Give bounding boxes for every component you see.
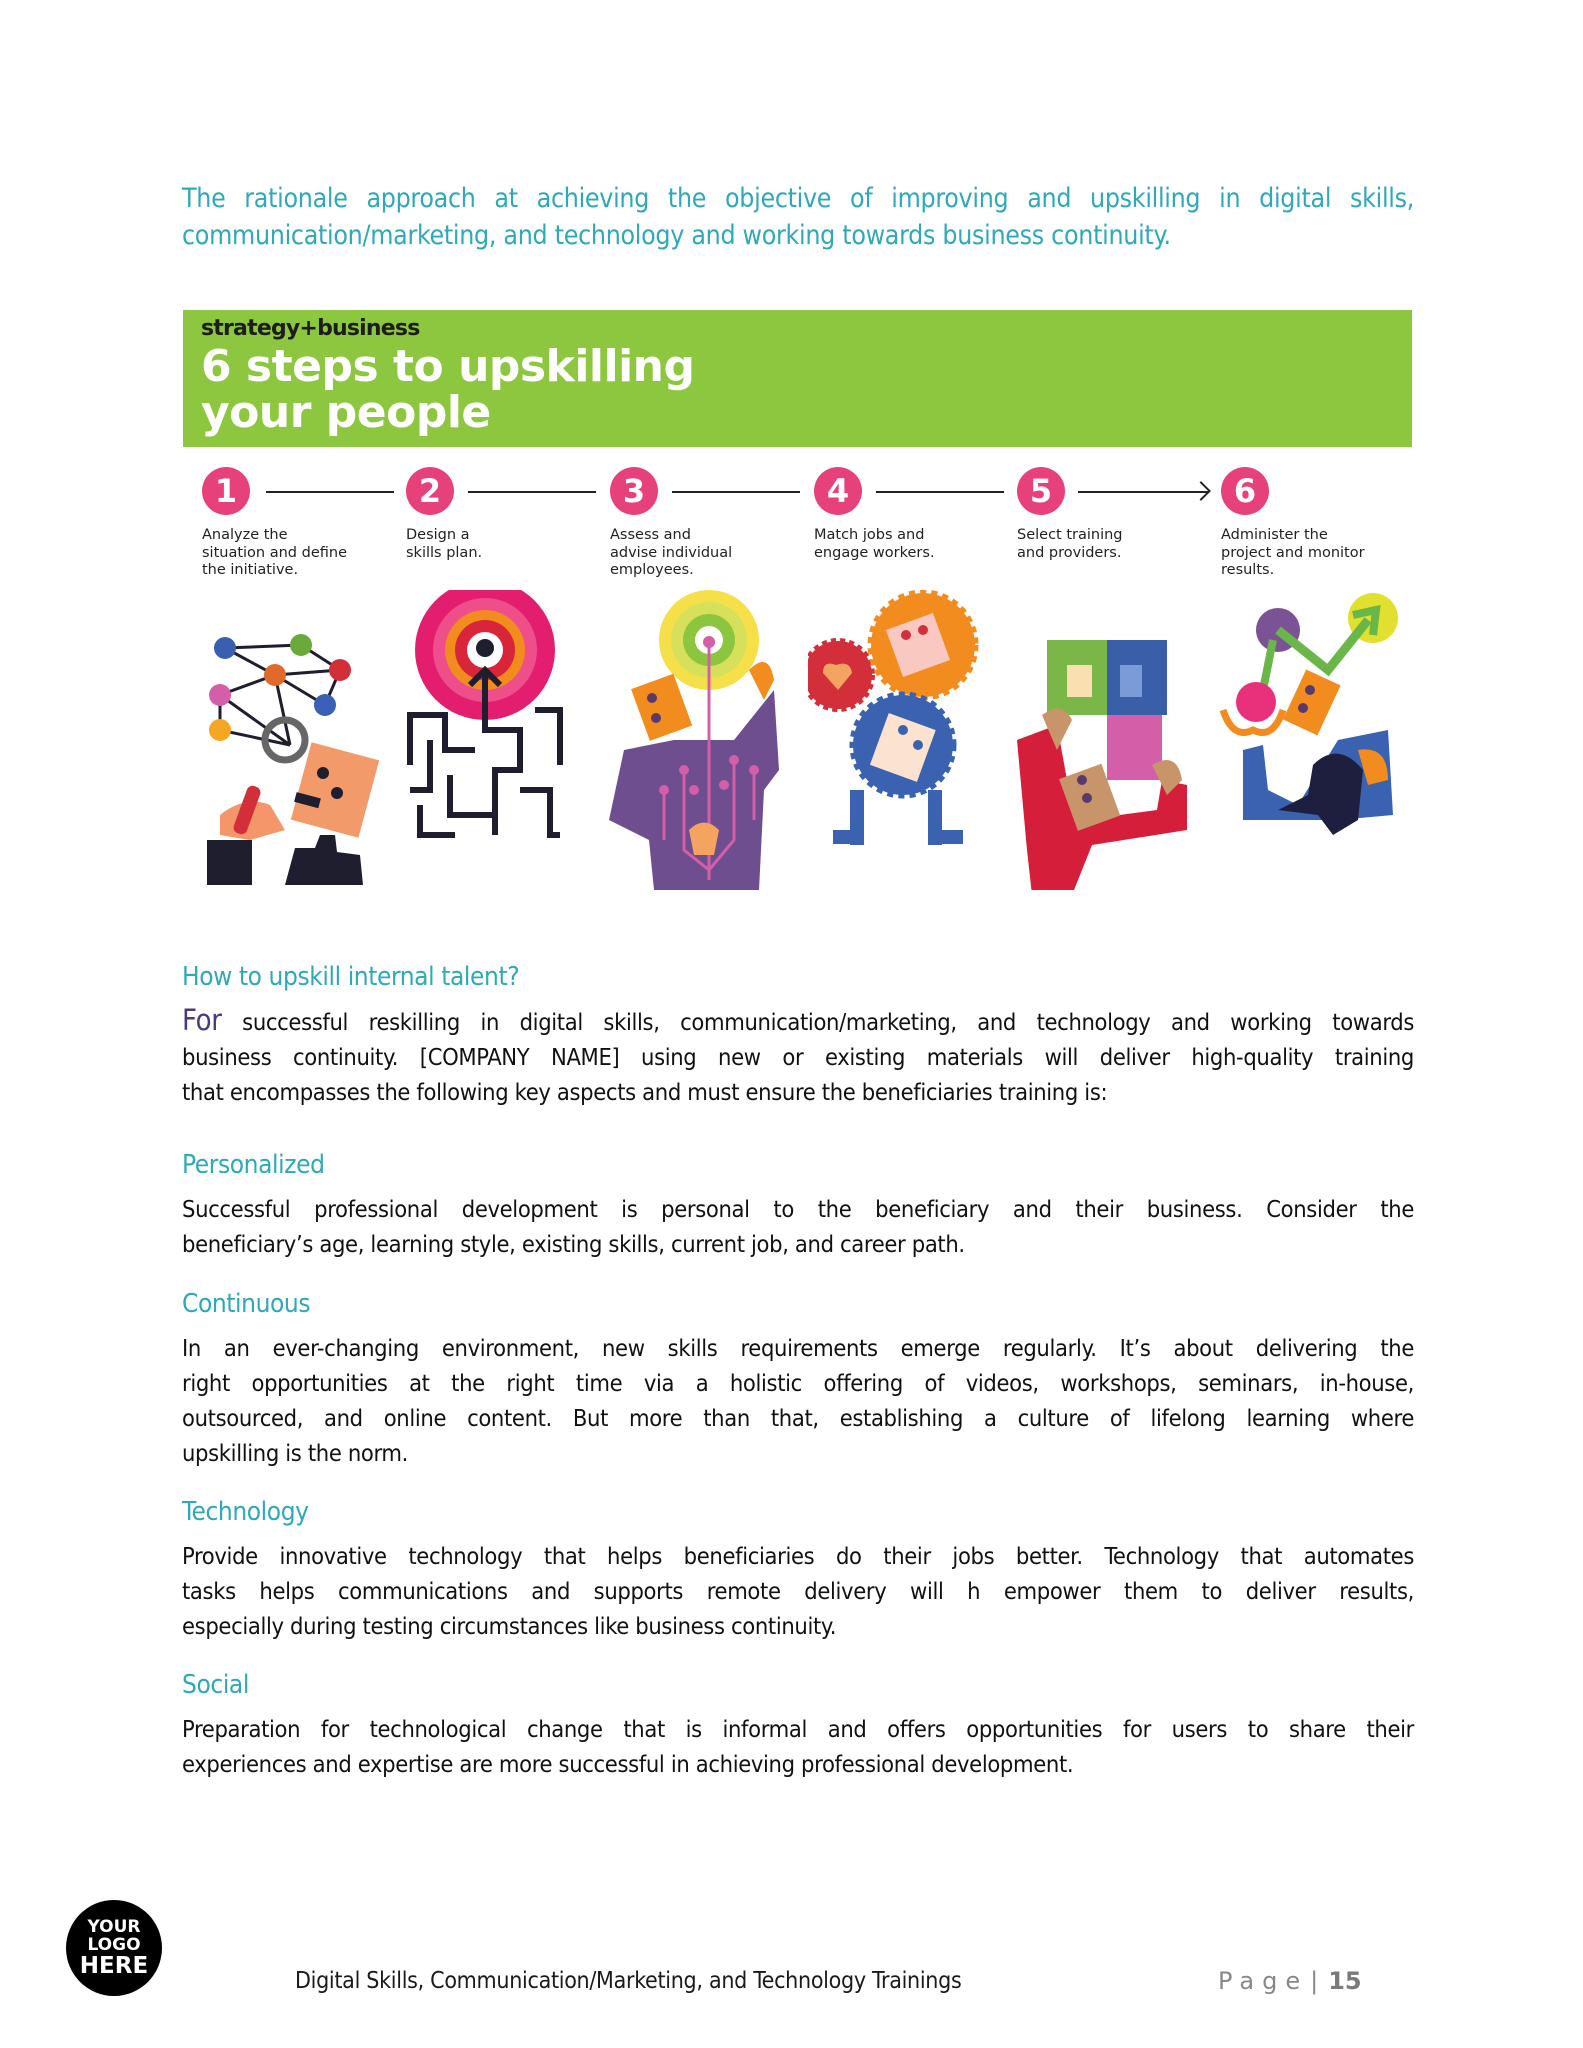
company-logo: YOUR LOGO HERE [66,1900,162,1996]
step-label: Assess and advise individual employees. [610,527,733,578]
section-body-technology: Provide innovative technology that helps beneficiaries do their jobs better. Technology that automates tasks helps communications and supports remote delivery will h empower them to deliver results, especially during testing circumstances like business continuity. [182,1542,1414,1640]
step-number-badge: 3 [610,467,658,515]
infographic-banner [183,310,1412,447]
step-1 [202,467,402,580]
step-number-badge: 5 [1017,467,1065,515]
step-number-badge: 6 [1221,467,1269,515]
step-number-badge: 2 [406,467,454,515]
section-body-personalized: Successful professional development is personal to the beneficiary and their business. Consider the beneficiary’s age, learning style, existing skills, current job, and career path. [182,1195,1414,1258]
step-number-badge: 1 [202,467,250,515]
puzzle-person-illustration [1012,590,1197,890]
network-magnifier-illustration [195,590,380,890]
step-6 [1221,467,1421,580]
step-5 [1017,467,1217,562]
step-label: Design a skills plan. [406,527,483,561]
intro-heading [182,180,1414,254]
intro-line: communication/marketing, and technology and working towards business continuity. [182,220,1171,251]
title-line: your people [201,387,491,438]
page-number: Page| 15 [1218,1967,1362,1995]
circuit-person-illustration [604,590,789,890]
section-heading-social: Social [182,1670,249,1700]
section-heading-technology: Technology [182,1497,309,1527]
infographic-title [201,341,695,438]
step-4 [814,467,1014,562]
step-label: Administer the project and monitor results. [1221,527,1365,578]
brand-label: strategy+business [201,316,420,341]
intro-line: The rationale approach at achieving the objective of improving and upskilling in digital skills, [182,183,1414,214]
gears-heart-illustration [808,590,993,890]
section-heading-continuous: Continuous [182,1289,311,1319]
step-2 [406,467,606,562]
step-label: Select training and providers. [1017,527,1123,561]
growth-arrow-illustration [1218,590,1403,890]
section-body-continuous: In an ever-changing environment, new skills requirements emerge regularly. It’s about delivering the right opportunities at the right time via a holistic offering of videos, workshops, seminars, in-house, outsourced, and online content. But more than that, establishing a culture of lifelong learning where upskilling is the norm. [182,1334,1414,1467]
footer-document-title: Digital Skills, Communication/Marketing, and Technology Trainings [295,1968,962,1994]
step-label: Match jobs and engage workers. [814,527,935,561]
lead-word: For [182,1003,222,1037]
section-heading-personalized: Personalized [182,1150,325,1180]
step-number-badge: 4 [814,467,862,515]
section-heading-how-to: How to upskill internal talent? [182,962,520,992]
step-3 [610,467,810,580]
section-body-social: Preparation for technological change that is informal and offers opportunities for users to share their experiences and expertise are more successful in achieving professional development. [182,1715,1414,1778]
step-label: Analyze the situation and define the initiative. [202,527,347,578]
target-maze-illustration [400,590,585,890]
title-line: 6 steps to upskilling [201,341,695,392]
section-body-how-to: For successful reskilling in digital skills, communication/marketing, and technology and working towards business continuity. [COMPANY NAME] using new or existing materials will deliver high-quality training that encompasses the following key aspects and must ensure the beneficiaries training is: [182,1003,1414,1106]
